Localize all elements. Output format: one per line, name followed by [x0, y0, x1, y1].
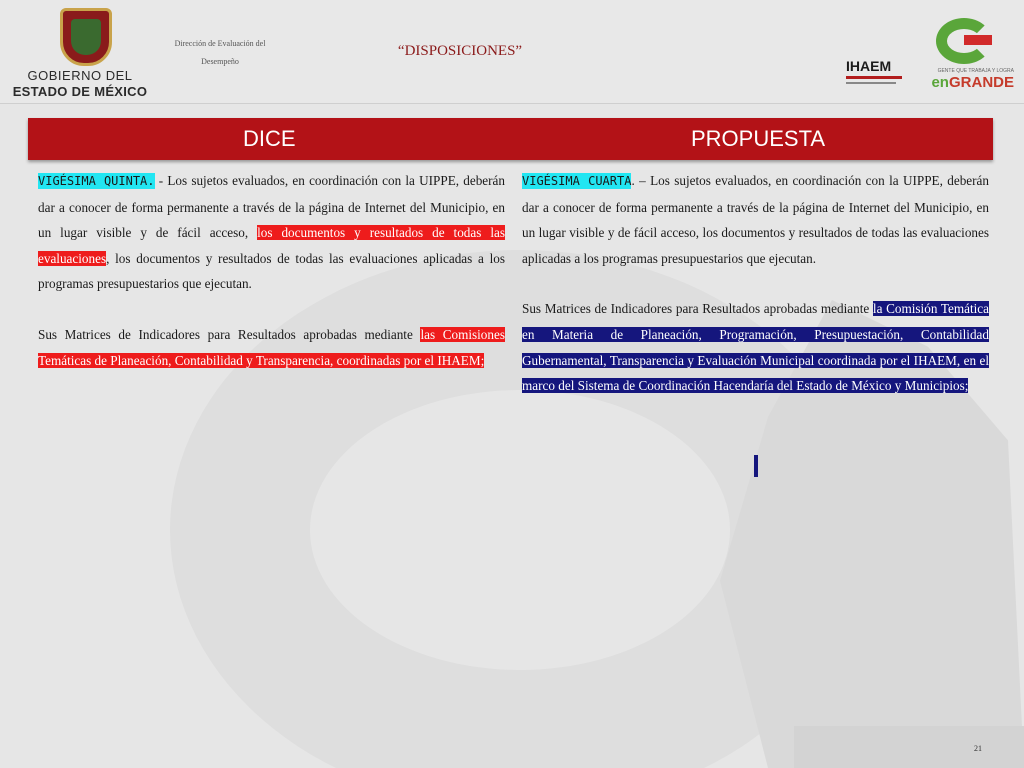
propuesta-p1-text: . – Los sujetos evaluados, en coordinación con la UIPPE, deberán dar a conocer de forma permanente a través de la página de Internet del Municipio, en un lugar visible y de fácil acceso, los documentos y resultados de todas las evaluaciones aplicadas a los programas presupuestarios que ejecutan. — [522, 173, 989, 266]
slide-header — [0, 0, 1024, 104]
propuesta-paragraph-1 — [522, 168, 989, 271]
dice-p2-text: Sus Matrices de Indicadores para Resultados aprobadas mediante — [38, 326, 421, 342]
highlight-marker — [754, 455, 758, 477]
dice-paragraph-2 — [38, 322, 505, 373]
department-line1: Dirección de Evaluación del — [174, 39, 266, 48]
dice-paragraph-1 — [38, 168, 505, 297]
footer-box — [794, 726, 1024, 768]
propuesta-p2-text: Sus Matrices de Indicadores para Resultados aprobadas mediante — [522, 301, 873, 317]
propuesta-heading: PROPUESTA — [691, 126, 826, 151]
ihaem-logo — [846, 58, 908, 88]
department-name — [160, 35, 280, 71]
dice-heading: DICE — [243, 126, 296, 151]
department-line2: Desempeño — [201, 57, 239, 66]
comparison-header-band — [28, 118, 993, 160]
logo-text-line2: ESTADO DE MÉXICO — [12, 84, 148, 99]
dice-p2-highlight: las Comisiones Temáticas de Planeación, Contabilidad y Transparencia, coordinadas por el IHAEM; — [38, 326, 505, 368]
dice-p1-text-b: , los documentos y resultados de todas las evaluaciones aplicadas a los programas presupuestarios que ejecutan. — [38, 250, 505, 292]
propuesta-column — [522, 168, 989, 399]
engrande-wordmark: enGRANDE — [931, 74, 1014, 91]
engrande-tagline: GENTE QUE TRABAJA Y LOGRA — [937, 68, 1014, 74]
dice-p1-text-a: - Los sujetos evaluados, en coordinación con la UIPPE, deberán dar a conocer de forma permanente a través de la página de Internet del Municipio, en un lugar visible y de fácil acceso, — [38, 173, 505, 241]
logo-text-line1: GOBIERNO DEL — [27, 68, 133, 83]
propuesta-p2-highlight: la Comisión Temática en Materia de Planeación, Programación, Presupuestación, Contabilidad Gubernamental, Transparencia y Evaluación Municipal coordinada por el IHAEM, en el marco del Sistema de Coordinación Hacendaría del Estado de México y Municipios; — [522, 301, 989, 394]
propuesta-article-label: VIGÉSIMA CUARTA — [522, 174, 632, 188]
dice-article-label: VIGÉSIMA QUINTA. — [38, 174, 155, 188]
slide-title: “DISPOSICIONES” — [397, 43, 523, 59]
page-number: 21 — [974, 744, 982, 753]
dice-column — [38, 168, 505, 373]
coat-of-arms-icon — [60, 8, 112, 66]
gobierno-estado-mexico-logo — [10, 6, 150, 98]
ihaem-logo-text: IHAEM — [846, 58, 892, 74]
engrande-logo — [918, 16, 1014, 94]
propuesta-paragraph-2 — [522, 296, 989, 398]
dice-p1-highlight: los documentos y resultados de todas las evaluaciones — [38, 225, 505, 266]
